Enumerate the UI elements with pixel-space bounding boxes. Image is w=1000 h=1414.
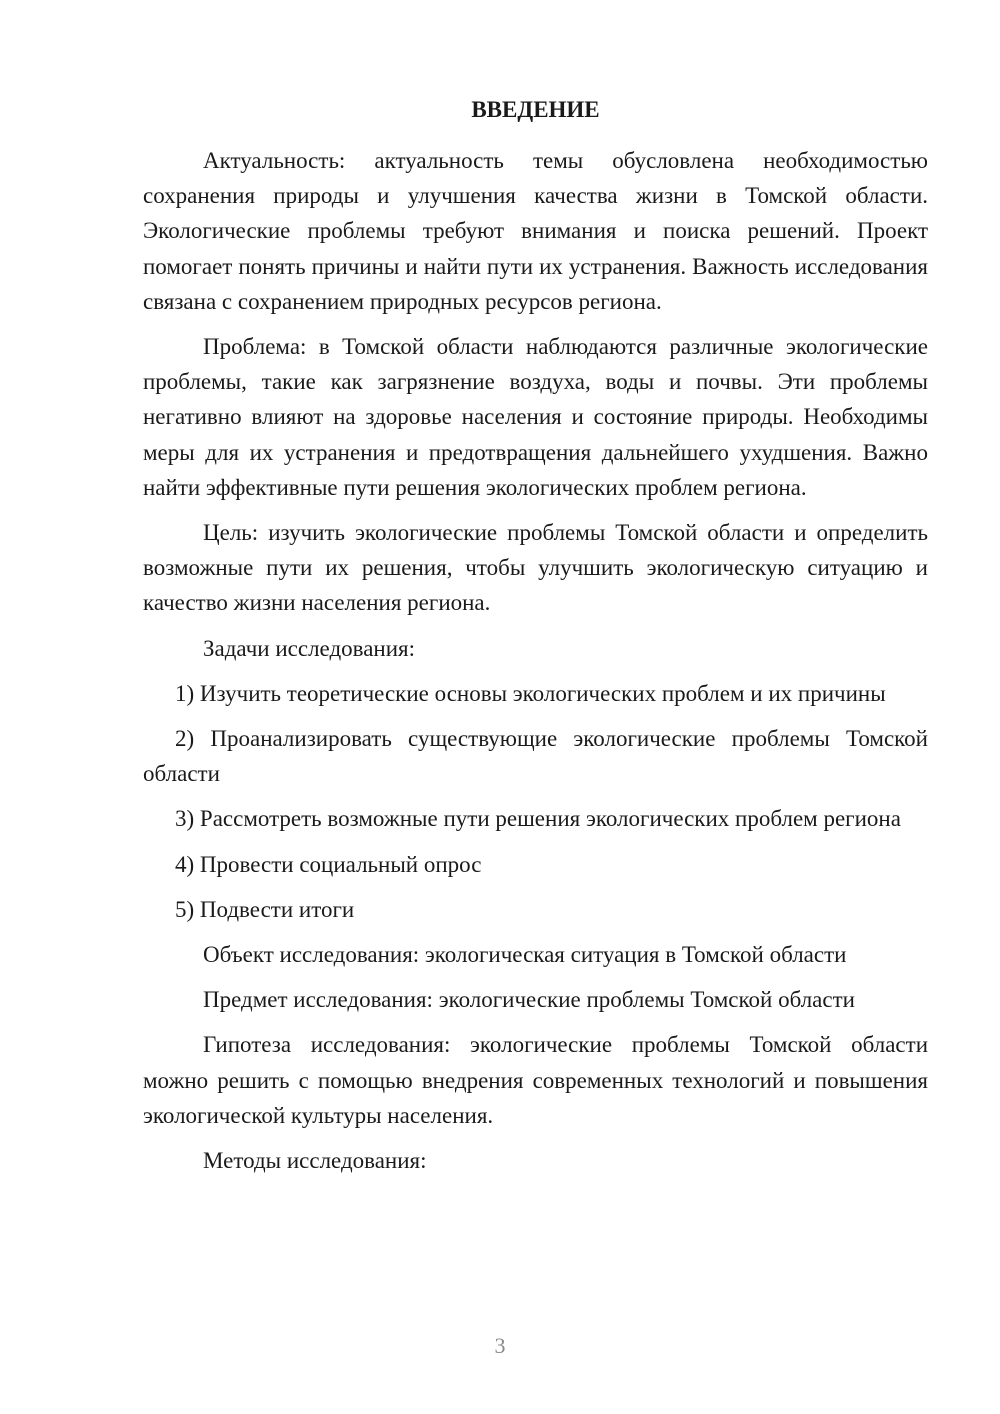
goal-paragraph: Цель: изучить экологические проблемы Томской области и определить возможные пути их решения, чтобы улучшить экологическую ситуацию и качество жизни населения региона. — [143, 520, 928, 616]
document-page — [143, 92, 928, 1188]
page-number: 3 — [494, 1333, 506, 1358]
task-item: 5) Подвести итоги — [175, 896, 355, 922]
hypothesis-paragraph: Гипотеза исследования: экологические проблемы Томской области можно решить с помощью внедрения современных технологий и повышения экологической культуры населения. — [143, 1032, 928, 1128]
subject-paragraph: Предмет исследования: экологические проблемы Томской области — [203, 987, 855, 1013]
task-item: 3) Рассмотреть возможные пути решения экологических проблем региона — [175, 806, 901, 832]
task-item: 2) Проанализировать существующие экологические проблемы Томской области — [143, 726, 928, 787]
tasks-heading: Задачи исследования: — [203, 635, 416, 661]
task-item: 4) Провести социальный опрос — [175, 851, 482, 877]
task-item: 1) Изучить теоретические основы экологических проблем и их причины — [175, 680, 886, 706]
section-title: ВВЕДЕНИЕ — [471, 97, 600, 122]
problem-paragraph: Проблема: в Томской области наблюдаются различные экологические проблемы, такие как загрязнение воздуха, воды и почвы. Эти проблемы негативно влияют на здоровье населения и состояние природы. Необходимы меры для их устранения и предотвращения дальнейшего ухудшения. Важно найти эффективные пути решения экологических проблем региона. — [143, 334, 928, 500]
methods-heading: Методы исследования: — [203, 1148, 427, 1174]
relevance-paragraph: Актуальность: актуальность темы обусловлена необходимостью сохранения природы и улучшения качества жизни в Томской области. Экологические проблемы требуют внимания и поиска решений. Проект помогает понять причины и найти пути их устранения. Важность исследования связана с сохранением природных ресурсов региона. — [143, 148, 928, 314]
object-paragraph: Объект исследования: экологическая ситуация в Томской области — [203, 942, 847, 968]
